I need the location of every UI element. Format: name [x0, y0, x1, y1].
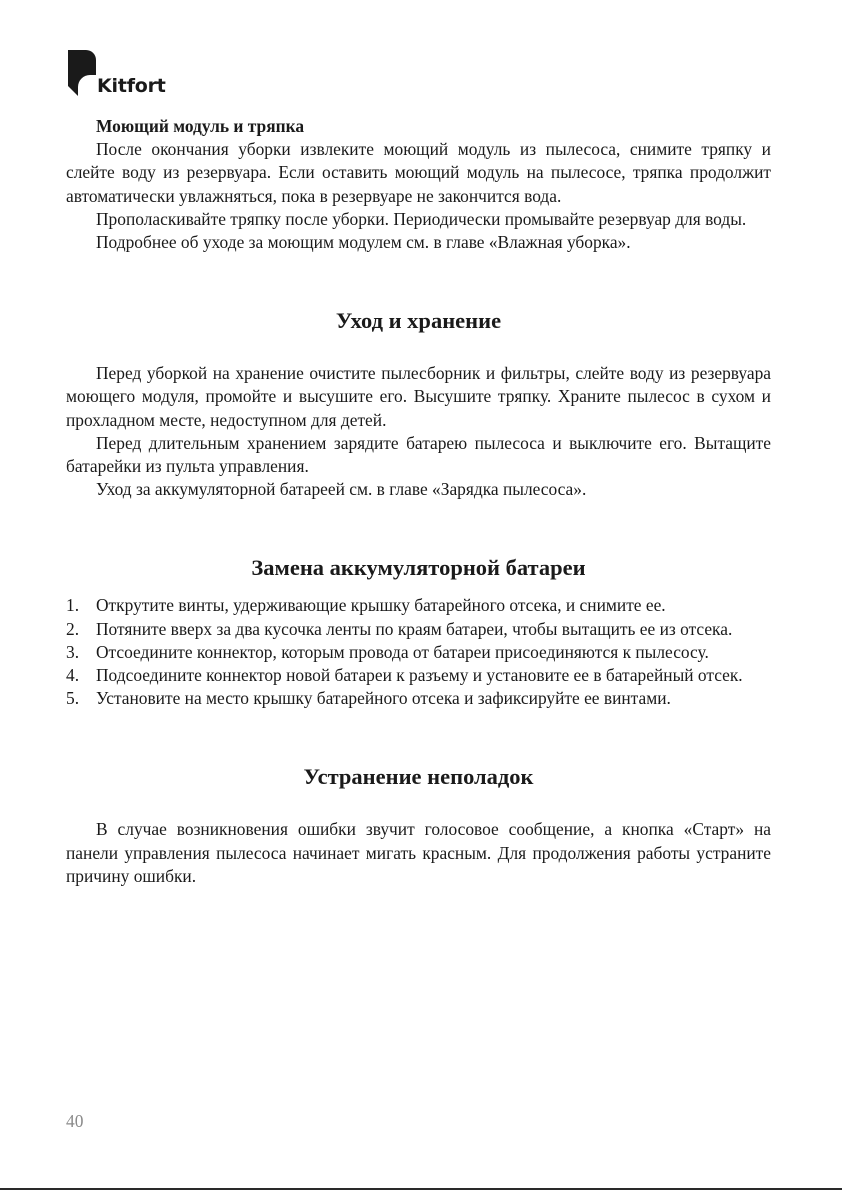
list-item: [66, 594, 771, 617]
step-text: Подсоедините коннектор новой батареи к разъему и установите ее в батарейный отсек.: [96, 665, 743, 686]
kitfort-logo-mark-icon: [68, 50, 96, 96]
paragraph: Перед длительным хранением зарядите батарею пылесоса и выключите его. Вытащите батарейки из пульта управления.: [66, 432, 771, 477]
logo-text: Kitfort: [97, 75, 166, 97]
section-washing-module: [66, 115, 771, 254]
step-text: Открутите винты, удерживающие крышку батарейного отсека, и снимите ее.: [96, 595, 666, 616]
page-number: 40: [66, 1111, 84, 1131]
step-number: 1.: [66, 595, 80, 616]
list-item: [66, 618, 771, 641]
kitfort-logo: [68, 50, 198, 100]
paragraph: После окончания уборки извлеките моющий модуль из пылесоса, снимите тряпку и слейте воду из резервуара. Если оставить моющий модуль на пылесосе, тряпка продолжит автоматически увлажняться, пока в резервуаре не закончится вода.: [66, 139, 771, 206]
page-content: [66, 115, 771, 888]
step-text: Установите на место крышку батарейного отсека и зафиксируйте ее винтами.: [96, 688, 671, 709]
paragraph: Уход за аккумуляторной батареей см. в главе «Зарядка пылесоса».: [96, 479, 587, 500]
section-care-storage: [66, 362, 771, 501]
step-number: 4.: [66, 665, 80, 686]
step-number: 5.: [66, 688, 80, 709]
paragraph: Перед уборкой на хранение очистите пылесборник и фильтры, слейте воду из резервуара моющего модуля, промойте и высушите его. Высушите тряпку. Храните пылесос в сухом и прохладном месте, недоступном для детей.: [66, 363, 771, 430]
step-text: Отсоедините коннектор, которым провода от батареи присоединяются к пылесосу.: [96, 641, 709, 662]
paragraph: Подробнее об уходе за моющим модулем см. в главе «Влажная уборка».: [96, 232, 631, 253]
section-troubleshooting: [66, 818, 771, 888]
heading-care-storage: Уход и хранение: [335, 308, 502, 334]
step-text: Потяните вверх за два кусочка ленты по краям батареи, чтобы вытащить ее из отсека.: [96, 618, 733, 639]
step-number: 2.: [66, 618, 80, 639]
heading-battery-replacement: Замена аккумуляторной батареи: [251, 555, 586, 581]
list-item: [66, 664, 771, 687]
step-number: 3.: [66, 641, 80, 662]
paragraph: В случае возникновения ошибки звучит голосовое сообщение, а кнопка «Старт» на панели управления пылесоса начинает мигать красным. Для продолжения работы устраните причину ошибки.: [66, 819, 771, 886]
subheading-washing-module: Моющий модуль и тряпка: [96, 116, 305, 136]
paragraph: Прополаскивайте тряпку после уборки. Периодически промывайте резервуар для воды.: [96, 208, 747, 229]
battery-steps-list: [66, 594, 771, 710]
list-item: [66, 687, 771, 710]
list-item: [66, 641, 771, 664]
bottom-divider: [0, 1188, 842, 1190]
heading-troubleshooting: Устранение неполадок: [303, 764, 534, 790]
